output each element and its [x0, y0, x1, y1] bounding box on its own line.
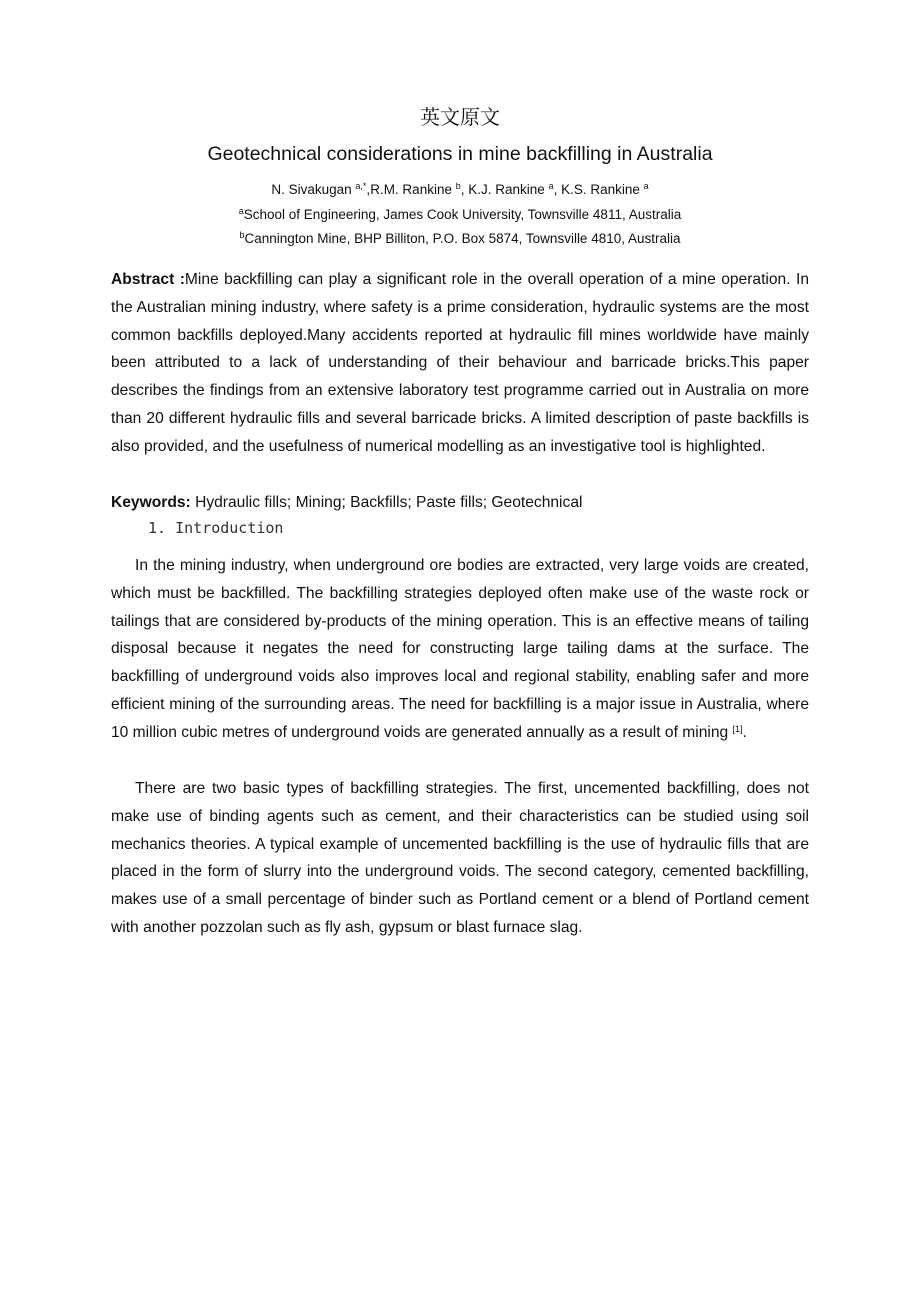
paper-title: Geotechnical considerations in mine backfilling in Australia — [207, 143, 713, 165]
section-number: 1. — [148, 519, 167, 537]
author-affiliation-mark: a — [643, 181, 649, 191]
author-separator: , — [366, 182, 371, 197]
affiliation — [0, 207, 920, 222]
section-heading — [148, 519, 283, 537]
abstract-text: Mine backfilling can play a significant role in the overall operation of a mine operation. In the Australian mining industry, where safety is a prime consideration, hydraulic systems are the most common backfills deployed.Many accidents reported at hydraulic fill mines worldwide have mainly been attributed to a lack of understanding of their behaviour and barricade bricks.This paper describes the findings from an extensive laboratory test programme carried out in Australia on more than 20 different hydraulic fills and several barricade bricks. A limited description of paste backfills is also provided, and the usefulness of numerical modelling as an investigative tool is highlighted. — [111, 271, 809, 455]
body-paragraph — [111, 775, 809, 942]
keywords-label: Keywords: — [111, 494, 191, 511]
affiliation-mark: a — [238, 206, 244, 216]
paragraph-end: . — [742, 723, 747, 741]
section-title: Introduction — [175, 519, 284, 537]
abstract-label: Abstract : — [111, 271, 185, 288]
author-name: R.M. Rankine — [370, 182, 456, 197]
abstract — [111, 266, 809, 461]
author-name: K.S. Rankine — [561, 182, 644, 197]
author-list — [0, 182, 920, 197]
author-name: N. Sivakugan — [271, 182, 356, 197]
affiliation-text: School of Engineering, James Cook University, Townsville 4811, Australia — [243, 207, 682, 222]
author-separator: , — [553, 182, 562, 197]
citation-reference: [1] — [732, 723, 743, 734]
affiliation-mark: b — [239, 230, 245, 240]
body-paragraph — [111, 552, 809, 747]
author-separator: , — [460, 182, 469, 197]
author-affiliation-mark: b — [455, 181, 461, 191]
chinese-heading: 英文原文 — [420, 105, 500, 129]
affiliation — [0, 231, 920, 246]
keywords-text: Hydraulic fills; Mining; Backfills; Paste fills; Geotechnical — [190, 494, 583, 511]
author-affiliation-mark: a — [548, 181, 554, 191]
keywords — [111, 489, 809, 517]
author-affiliation-mark: a,* — [355, 181, 367, 191]
author-name: K.J. Rankine — [468, 182, 549, 197]
affiliation-text: Cannington Mine, BHP Billiton, P.O. Box 5874, Townsville 4810, Australia — [244, 231, 681, 246]
paragraph-text: There are two basic types of backfilling strategies. The first, uncemented backfilling, does not make use of binding agents such as cement, and their characteristics can be studied using soil mechanics theories. A typical example of uncemented backfilling is the use of hydraulic fills that are placed in the form of slurry into the underground voids. The second category, cemented backfilling, makes use of a small percentage of binder such as Portland cement or a blend of Portland cement with another pozzolan such as fly ash, gypsum or blast furnace slag. — [111, 780, 809, 936]
paragraph-text: In the mining industry, when underground ore bodies are extracted, very large voids are created, which must be backfilled. The backfilling strategies deployed often make use of the waste rock or tailings that are considered by-products of the mining operation. This is an effective means of tailing disposal because it negates the need for constructing large tailing dams at the surface. The backfilling of underground voids also improves local and regional stability, enabling safer and more efficient mining of the surrounding areas. The need for backfilling is a major issue in Australia, where 10 million cubic metres of underground voids are generated annually as a result of mining — [111, 557, 809, 741]
